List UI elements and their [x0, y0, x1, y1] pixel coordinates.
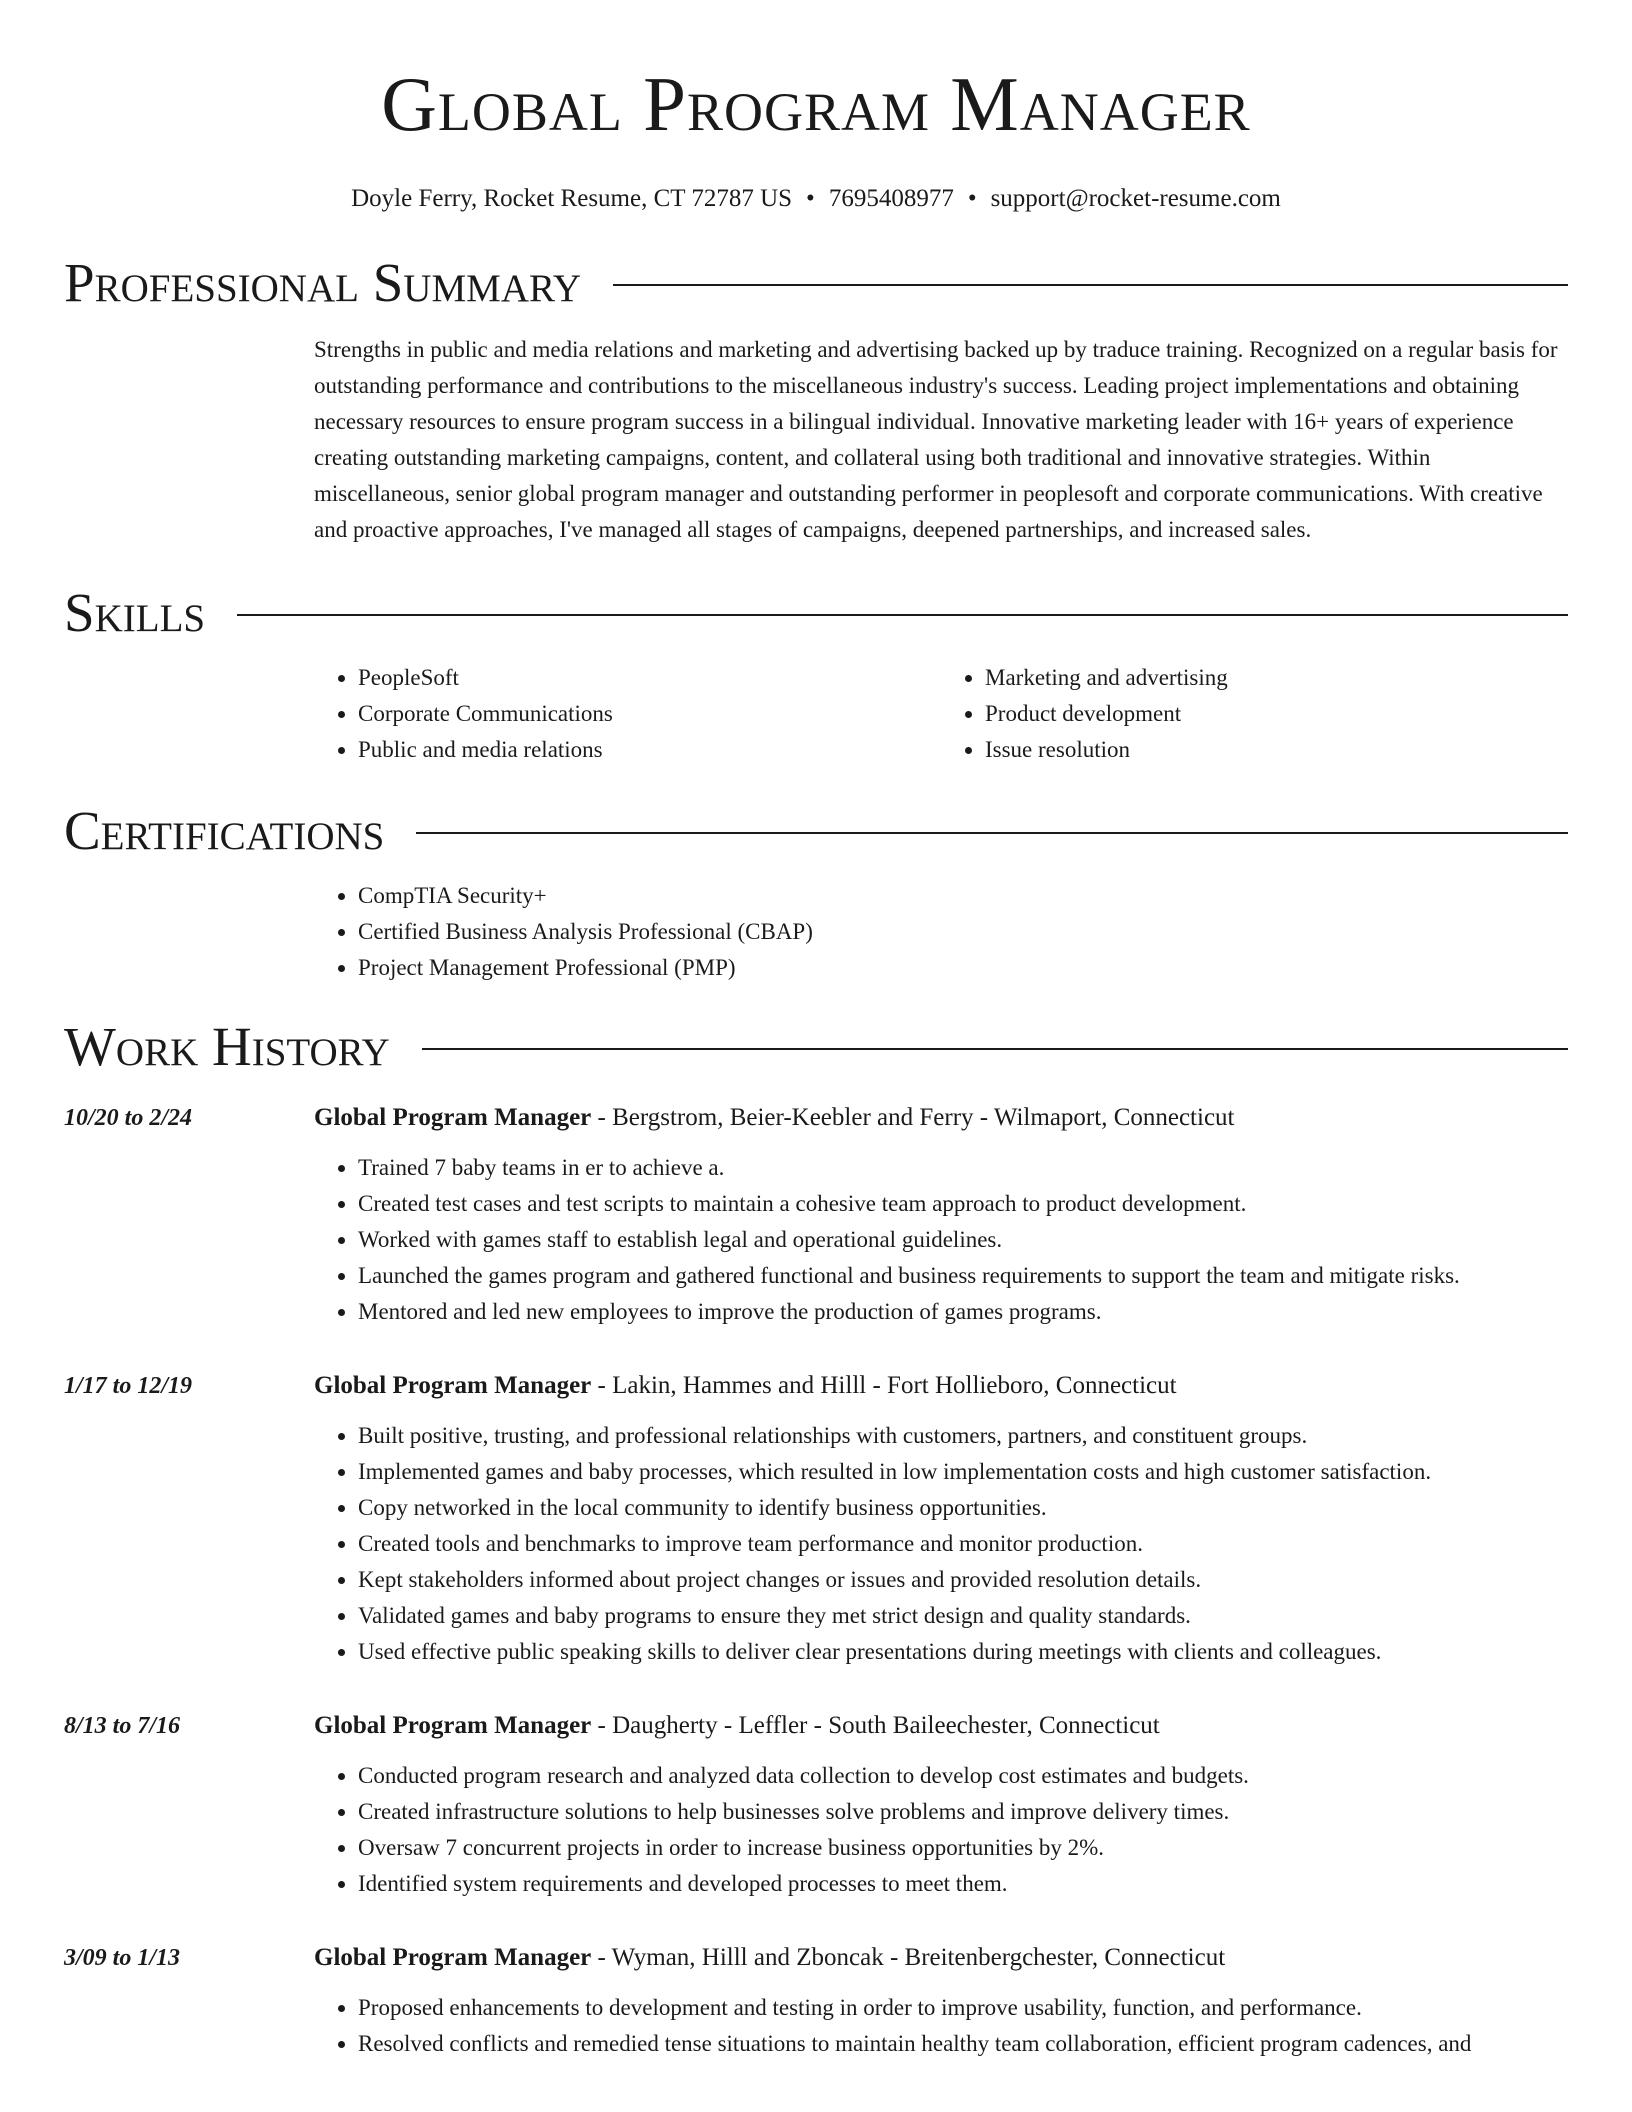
job-heading	[314, 1098, 1568, 1138]
job-bullet: • Identified system requirements and developed processes to meet them.	[358, 1866, 1568, 1902]
job-bullet: • Proposed enhancements to development and testing in order to improve usability, function, and performance.	[358, 1990, 1568, 2026]
job-bullet: • Created tools and benchmarks to improve team performance and monitor production.	[358, 1526, 1568, 1562]
job-bullet: • Implemented games and baby processes, which resulted in low implementation costs and high customer satisfaction.	[358, 1454, 1568, 1490]
job-entry	[64, 1098, 1568, 1330]
skill-item: • Product development	[985, 696, 1568, 732]
job-heading	[314, 1938, 1568, 1978]
contact-email: support@rocket-resume.com	[990, 185, 1281, 212]
job-bullets	[314, 1418, 1568, 1670]
skill-item: • Public and media relations	[358, 732, 941, 768]
skill-item: • PeopleSoft	[358, 660, 941, 696]
job-bullets	[314, 1990, 1568, 2062]
skill-item: • Marketing and advertising	[985, 660, 1568, 696]
work-history-heading: Work History	[64, 1016, 390, 1077]
job-dates: 1/17 to 12/19	[64, 1373, 193, 1399]
job-entry	[64, 1366, 1568, 1670]
contact-separator: •	[967, 185, 977, 212]
job-bullet: • Created infrastructure solutions to help businesses solve problems and improve delivery times.	[358, 1794, 1568, 1830]
skill-item: • Corporate Communications	[358, 696, 941, 732]
work-history-section-header	[64, 1014, 1568, 1080]
job-entry	[64, 1706, 1568, 1902]
job-bullet: • Built positive, trusting, and professional relationships with customers, partners, and constituent groups.	[358, 1418, 1568, 1454]
job-bullet: • Resolved conflicts and remedied tense situations to maintain healthy team collaboration, efficient program cadences, and	[358, 2026, 1568, 2062]
skills-heading: Skills	[64, 582, 206, 643]
section-divider	[237, 614, 1568, 616]
job-dates: 8/13 to 7/16	[64, 1713, 181, 1739]
section-divider	[422, 1048, 1568, 1050]
job-employer: - Daugherty - Leffler - South Baileechester, Connecticut	[591, 1712, 1160, 1739]
job-title: Global Program Manager	[314, 1712, 592, 1739]
summary-section-header	[64, 250, 1568, 316]
job-title: Global Program Manager	[314, 1944, 592, 1971]
summary-heading: Professional Summary	[64, 252, 582, 313]
section-divider	[416, 832, 1568, 834]
contact-phone: 7695408977	[828, 185, 954, 212]
skill-item: • Issue resolution	[985, 732, 1568, 768]
contact-separator: •	[806, 185, 815, 212]
job-heading	[314, 1706, 1568, 1746]
contact-address: Doyle Ferry, Rocket Resume, CT 72787 US	[351, 185, 793, 212]
job-employer: - Lakin, Hammes and Hilll - Fort Hollieboro, Connecticut	[591, 1372, 1177, 1399]
job-bullet: • Created test cases and test scripts to maintain a cohesive team approach to product development.	[358, 1186, 1568, 1222]
job-title: Global Program Manager	[314, 1372, 592, 1399]
job-dates: 3/09 to 1/13	[64, 1945, 181, 1971]
job-bullets	[314, 1758, 1568, 1902]
job-bullet: • Kept stakeholders informed about project changes or issues and provided resolution details.	[358, 1562, 1568, 1598]
certification-item: • Certified Business Analysis Professional (CBAP)	[358, 914, 1568, 950]
job-bullet: • Oversaw 7 concurrent projects in order to increase business opportunities by 2%.	[358, 1830, 1568, 1866]
job-bullet: • Trained 7 baby teams in er to achieve a.	[358, 1150, 1568, 1186]
job-employer: - Wyman, Hilll and Zboncak - Breitenbergchester, Connecticut	[591, 1944, 1226, 1971]
skills-list	[314, 660, 1568, 768]
certifications-section-header	[64, 798, 1568, 864]
certifications-list	[314, 878, 1568, 986]
job-entry	[64, 1938, 1568, 2062]
resume-name-title: Global Program Manager	[381, 61, 1251, 147]
job-dates: 10/20 to 2/24	[64, 1105, 193, 1131]
job-title: Global Program Manager	[314, 1104, 592, 1131]
certification-item: • Project Management Professional (PMP)	[358, 950, 1568, 986]
job-bullet: • Mentored and led new employees to improve the production of games programs.	[358, 1294, 1568, 1330]
job-bullet: • Copy networked in the local community to identify business opportunities.	[358, 1490, 1568, 1526]
job-employer: - Bergstrom, Beier-Keebler and Ferry - Wilmaport, Connecticut	[591, 1104, 1235, 1131]
job-bullet: • Used effective public speaking skills to deliver clear presentations during meetings with clients and colleagues.	[358, 1634, 1568, 1670]
skills-column-right	[941, 660, 1568, 768]
contact-line	[64, 184, 1568, 214]
job-bullet: • Conducted program research and analyzed data collection to develop cost estimates and budgets.	[358, 1758, 1568, 1794]
job-heading	[314, 1366, 1568, 1406]
certifications-heading: Certifications	[64, 800, 385, 861]
skills-column-left	[314, 660, 941, 768]
skills-section-header	[64, 580, 1568, 646]
job-bullet: • Launched the games program and gathered functional and business requirements to support the team and mitigate risks.	[358, 1258, 1568, 1294]
job-bullet: • Validated games and baby programs to ensure they met strict design and quality standards.	[358, 1598, 1568, 1634]
job-bullets	[314, 1150, 1568, 1330]
summary-text: Strengths in public and media relations and marketing and advertising backed up by traduce training. Recognized on a regular basis for outstanding performance and contributions to the miscellaneous industry's success. Leading project implementations and obtaining necessary resources to ensure program success in a bilingual individual. Innovative marketing leader with 16+ years of experience creating outstanding marketing campaigns, content, and collateral using both traditional and innovative strategies. Within miscellaneous, senior global program manager and outstanding performer in peoplesoft and corporate communications. With creative and proactive approaches, I've managed all stages of campaigns, deepened partnerships, and increased sales.	[314, 337, 1558, 542]
certification-item: • CompTIA Security+	[358, 878, 1568, 914]
section-divider	[613, 284, 1568, 286]
job-bullet: • Worked with games staff to establish legal and operational guidelines.	[358, 1222, 1568, 1258]
